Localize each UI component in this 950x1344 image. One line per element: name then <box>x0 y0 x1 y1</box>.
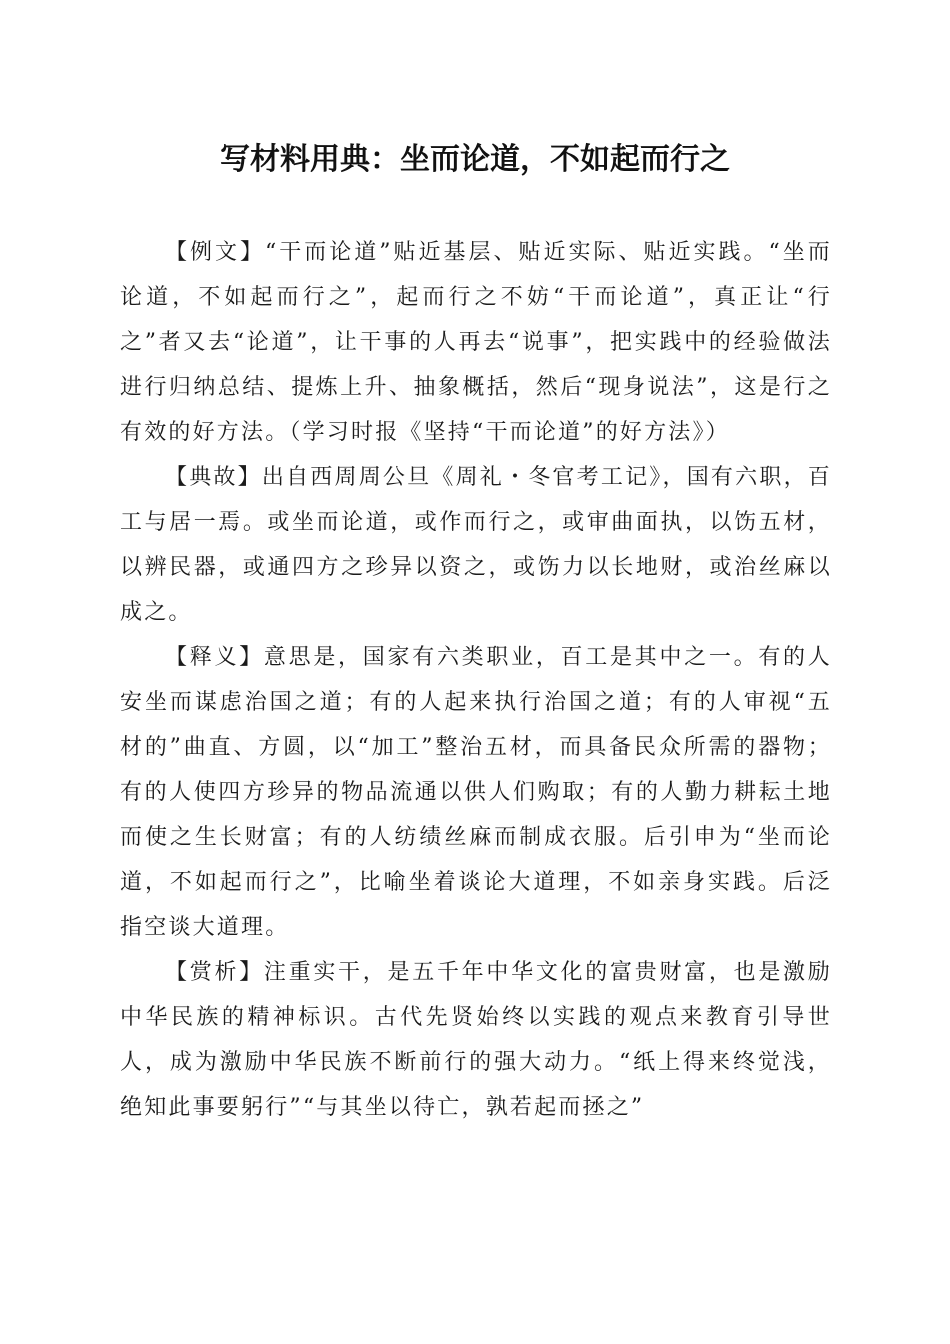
paragraph-text: “干而论道”贴近基层、贴近实际、贴近实践。“坐而论道，不如起而行之”，起而行之不妨“干而论道”，真正让“行之”者又去“论道”，让干事的人再去“说事”，把实践中的经验做法进行归纳总结、提炼上升、抽象概括，然后“现身说法”，这是行之有效的好方法。（学习时报《坚持“干而论道”的好方法》） <box>120 240 832 445</box>
paragraph-text: 意思是，国家有六类职业，百工是其中之一。有的人安坐而谋虑治国之道；有的人起来执行治国之道；有的人审视“五材的”曲直、方圆，以“加工”整治五材，而具备民众所需的器物；有的人使四方珍异的物品流通以供人们购取；有的人勤力耕耘土地而使之生长财富；有的人纺绩丝麻而制成衣服。后引申为“坐而论道，不如起而行之”，比喻坐着谈论大道理，不如亲身实践。后泛指空谈大道理。 <box>120 645 832 940</box>
paragraph-text: 注重实干，是五千年中华文化的富贵财富，也是激励中华民族的精神标识。古代先贤始终以实践的观点来教育引导世人，成为激励中华民族不断前行的强大动力。“纸上得来终觉浅，绝知此事要躬行”“与其坐以待亡，孰若起而拯之” <box>120 960 832 1120</box>
paragraph-label: 【典故】 <box>165 465 262 490</box>
document-body <box>120 230 832 1130</box>
paragraph-interpretation <box>120 635 832 950</box>
paragraph-appreciation <box>120 950 832 1130</box>
paragraph-example <box>120 230 832 455</box>
paragraph-allusion <box>120 455 832 635</box>
paragraph-label: 【赏析】 <box>165 960 264 985</box>
paragraph-text: 出自西周周公旦《周礼・冬官考工记》，国有六职，百工与居一焉。或坐而论道，或作而行之，或审曲面执，以饬五材，以辨民器，或通四方之珍异以资之，或饬力以长地财，或治丝麻以成之。 <box>120 465 832 625</box>
paragraph-label: 【释义】 <box>165 645 264 670</box>
document-title: 写材料用典：坐而论道，不如起而行之 <box>220 142 730 177</box>
paragraph-label: 【例文】 <box>165 240 266 265</box>
